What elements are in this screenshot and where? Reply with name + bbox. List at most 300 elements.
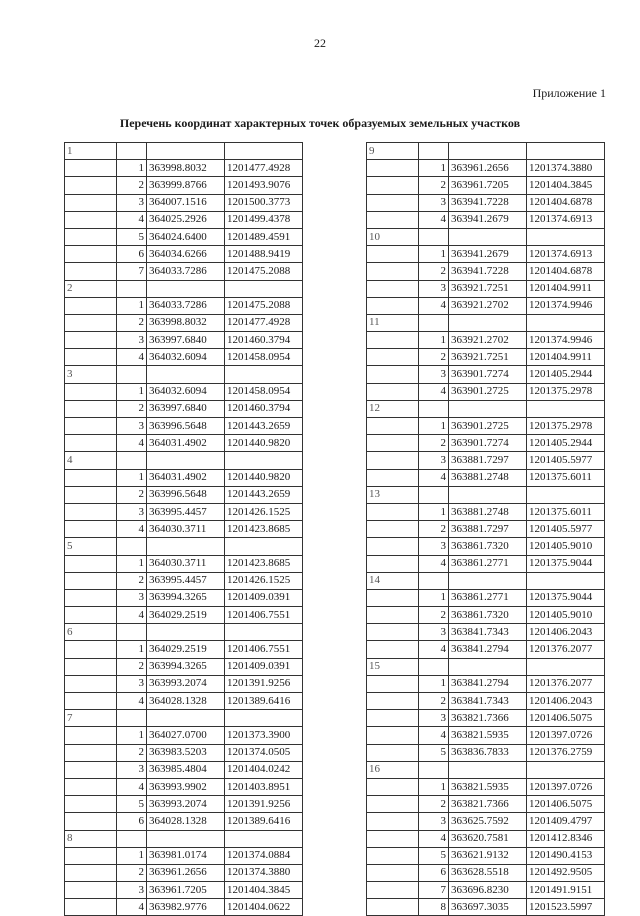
point-number: 4 <box>117 607 147 624</box>
table-row <box>367 246 605 263</box>
coordinate-x: 364033.7286 <box>147 297 225 314</box>
coordinate-y: 1201397.0726 <box>527 778 605 795</box>
table-row <box>367 675 605 692</box>
table-row <box>65 211 303 228</box>
point-number: 3 <box>419 194 449 211</box>
empty-cell <box>65 160 117 177</box>
coordinate-x: 364031.4902 <box>147 435 225 452</box>
empty-cell <box>367 864 419 881</box>
table-row <box>367 297 605 314</box>
empty-cell <box>367 813 419 830</box>
point-number: 4 <box>419 830 449 847</box>
parcel-header-row <box>65 280 303 297</box>
point-number: 4 <box>117 435 147 452</box>
coordinate-x: 364029.2519 <box>147 607 225 624</box>
table-body <box>367 143 605 916</box>
point-number: 4 <box>419 641 449 658</box>
coordinate-y: 1201443.2659 <box>225 418 303 435</box>
coordinate-y: 1201375.9044 <box>527 589 605 606</box>
point-number: 1 <box>419 418 449 435</box>
table-row <box>367 744 605 761</box>
point-number: 1 <box>117 160 147 177</box>
table-row <box>367 503 605 520</box>
point-number: 1 <box>117 847 147 864</box>
point-number: 2 <box>419 607 449 624</box>
empty-cell <box>65 349 117 366</box>
coordinate-y: 1201477.4928 <box>225 160 303 177</box>
empty-cell <box>449 572 527 589</box>
empty-cell <box>367 469 419 486</box>
coordinate-y: 1201406.5075 <box>527 796 605 813</box>
table-row <box>65 246 303 263</box>
empty-cell <box>527 314 605 331</box>
empty-cell <box>65 658 117 675</box>
coordinate-x: 363997.6840 <box>147 400 225 417</box>
table-row <box>65 658 303 675</box>
point-number: 4 <box>419 383 449 400</box>
table-row <box>65 796 303 813</box>
empty-cell <box>449 761 527 778</box>
parcel-header-row <box>65 538 303 555</box>
point-number: 3 <box>117 761 147 778</box>
coordinate-x: 363921.7251 <box>449 280 527 297</box>
table-row <box>65 349 303 366</box>
coordinate-x: 363994.3265 <box>147 658 225 675</box>
coordinate-x: 363625.7592 <box>449 813 527 830</box>
point-number: 1 <box>419 778 449 795</box>
parcel-header-row <box>65 624 303 641</box>
table-row <box>65 486 303 503</box>
table-row <box>65 160 303 177</box>
empty-cell <box>449 400 527 417</box>
empty-cell <box>65 314 117 331</box>
table-row <box>65 675 303 692</box>
coordinate-x: 363821.5935 <box>449 778 527 795</box>
empty-cell <box>225 624 303 641</box>
empty-cell <box>419 400 449 417</box>
appendix-label: Приложение 1 <box>532 86 606 100</box>
empty-cell <box>225 710 303 727</box>
table-row <box>367 435 605 452</box>
empty-cell <box>117 143 147 160</box>
empty-cell <box>367 830 419 847</box>
parcel-number: 15 <box>367 658 419 675</box>
coordinate-y: 1201404.0622 <box>225 899 303 916</box>
coordinate-y: 1201492.9505 <box>527 864 605 881</box>
coordinate-y: 1201376.2077 <box>527 641 605 658</box>
table-row <box>65 899 303 916</box>
coordinate-x: 364007.1516 <box>147 194 225 211</box>
point-number: 2 <box>117 486 147 503</box>
coordinate-x: 363941.2679 <box>449 246 527 263</box>
table-row <box>65 727 303 744</box>
table-row <box>367 177 605 194</box>
empty-cell <box>367 418 419 435</box>
point-number: 2 <box>117 400 147 417</box>
table-row <box>65 555 303 572</box>
point-number: 3 <box>117 503 147 520</box>
parcel-number: 8 <box>65 830 117 847</box>
coordinate-x: 363961.7205 <box>449 177 527 194</box>
point-number: 3 <box>419 813 449 830</box>
coordinate-y: 1201440.9820 <box>225 469 303 486</box>
table-row <box>367 211 605 228</box>
empty-cell <box>65 693 117 710</box>
empty-cell <box>65 383 117 400</box>
coordinate-x: 363697.3035 <box>449 899 527 916</box>
point-number: 2 <box>117 658 147 675</box>
coordinate-x: 363901.2725 <box>449 383 527 400</box>
point-number: 1 <box>117 383 147 400</box>
empty-cell <box>65 246 117 263</box>
empty-cell <box>65 744 117 761</box>
point-number: 7 <box>117 263 147 280</box>
point-number: 4 <box>419 297 449 314</box>
parcel-header-row <box>367 572 605 589</box>
empty-cell <box>65 864 117 881</box>
empty-cell <box>367 624 419 641</box>
coordinate-x: 363941.7228 <box>449 194 527 211</box>
coordinate-y: 1201375.6011 <box>527 469 605 486</box>
parcel-number: 14 <box>367 572 419 589</box>
parcel-number: 7 <box>65 710 117 727</box>
table-row <box>367 882 605 899</box>
coordinate-x: 363999.8766 <box>147 177 225 194</box>
coordinate-y: 1201406.2043 <box>527 624 605 641</box>
table-row <box>367 727 605 744</box>
coordinate-x: 363921.2702 <box>449 297 527 314</box>
coordinate-x: 363621.9132 <box>449 847 527 864</box>
coordinate-x: 363981.0174 <box>147 847 225 864</box>
parcel-number: 3 <box>65 366 117 383</box>
table-row <box>367 538 605 555</box>
coordinate-x: 363901.7274 <box>449 435 527 452</box>
empty-cell <box>225 830 303 847</box>
table-row <box>65 383 303 400</box>
empty-cell <box>65 418 117 435</box>
coordinate-x: 363998.8032 <box>147 160 225 177</box>
coordinate-y: 1201404.6878 <box>527 194 605 211</box>
point-number: 4 <box>117 521 147 538</box>
coordinate-x: 363997.6840 <box>147 332 225 349</box>
empty-cell <box>65 761 117 778</box>
coordinate-y: 1201403.8951 <box>225 778 303 795</box>
table-row <box>65 503 303 520</box>
empty-cell <box>65 778 117 795</box>
coordinate-x: 363841.2794 <box>449 641 527 658</box>
coordinate-y: 1201374.6913 <box>527 211 605 228</box>
coordinate-x: 363998.8032 <box>147 314 225 331</box>
coordinate-x: 363861.2771 <box>449 555 527 572</box>
empty-cell <box>367 297 419 314</box>
parcel-number: 2 <box>65 280 117 297</box>
point-number: 1 <box>419 160 449 177</box>
coordinate-x: 363993.2074 <box>147 796 225 813</box>
point-number: 3 <box>419 452 449 469</box>
table-row <box>367 194 605 211</box>
empty-cell <box>367 641 419 658</box>
empty-cell <box>65 813 117 830</box>
coordinate-x: 363861.7320 <box>449 538 527 555</box>
empty-cell <box>527 143 605 160</box>
coordinate-y: 1201374.3880 <box>225 864 303 881</box>
coordinate-y: 1201412.8346 <box>527 830 605 847</box>
coordinate-y: 1201458.0954 <box>225 383 303 400</box>
table-row <box>367 418 605 435</box>
empty-cell <box>225 143 303 160</box>
parcel-number: 16 <box>367 761 419 778</box>
empty-cell <box>449 314 527 331</box>
point-number: 4 <box>117 899 147 916</box>
empty-cell <box>419 658 449 675</box>
coordinate-y: 1201397.0726 <box>527 727 605 744</box>
empty-cell <box>367 177 419 194</box>
empty-cell <box>367 383 419 400</box>
table-row <box>65 194 303 211</box>
empty-cell <box>367 675 419 692</box>
table-row <box>367 469 605 486</box>
empty-cell <box>147 538 225 555</box>
parcel-header-row <box>367 400 605 417</box>
coordinate-x: 363821.7366 <box>449 796 527 813</box>
point-number: 7 <box>419 882 449 899</box>
coordinate-x: 363961.7205 <box>147 882 225 899</box>
coordinate-y: 1201404.9911 <box>527 280 605 297</box>
table-row <box>65 589 303 606</box>
coordinate-x: 364032.6094 <box>147 349 225 366</box>
coordinate-y: 1201523.5997 <box>527 899 605 916</box>
coordinate-y: 1201373.3900 <box>225 727 303 744</box>
coordinate-y: 1201489.4591 <box>225 228 303 245</box>
empty-cell <box>147 143 225 160</box>
parcel-number: 6 <box>65 624 117 641</box>
coordinate-y: 1201499.4378 <box>225 211 303 228</box>
coordinate-y: 1201475.2088 <box>225 263 303 280</box>
point-number: 6 <box>117 813 147 830</box>
point-number: 1 <box>117 555 147 572</box>
coordinate-x: 364025.2926 <box>147 211 225 228</box>
empty-cell <box>367 211 419 228</box>
coordinate-y: 1201375.9044 <box>527 555 605 572</box>
coordinates-table-right <box>366 142 605 916</box>
coordinate-y: 1201404.3845 <box>225 882 303 899</box>
coordinate-x: 364029.2519 <box>147 641 225 658</box>
empty-cell <box>527 572 605 589</box>
coordinate-y: 1201491.9151 <box>527 882 605 899</box>
point-number: 1 <box>419 589 449 606</box>
empty-cell <box>147 624 225 641</box>
coordinate-y: 1201376.2759 <box>527 744 605 761</box>
point-number: 2 <box>117 864 147 881</box>
empty-cell <box>65 847 117 864</box>
point-number: 1 <box>419 503 449 520</box>
empty-cell <box>419 228 449 245</box>
empty-cell <box>419 486 449 503</box>
coordinate-x: 363995.4457 <box>147 572 225 589</box>
coordinate-x: 363881.2748 <box>449 469 527 486</box>
parcel-number: 11 <box>367 314 419 331</box>
point-number: 5 <box>117 796 147 813</box>
empty-cell <box>419 143 449 160</box>
point-number: 4 <box>419 727 449 744</box>
parcel-header-row <box>367 143 605 160</box>
table-row <box>367 899 605 916</box>
empty-cell <box>419 572 449 589</box>
coordinate-x: 363921.2702 <box>449 332 527 349</box>
table-row <box>367 847 605 864</box>
empty-cell <box>367 246 419 263</box>
coordinate-y: 1201404.0242 <box>225 761 303 778</box>
point-number: 3 <box>419 538 449 555</box>
empty-cell <box>527 228 605 245</box>
coordinate-x: 363996.5648 <box>147 486 225 503</box>
empty-cell <box>117 624 147 641</box>
coordinate-x: 363961.2656 <box>147 864 225 881</box>
table-row <box>367 864 605 881</box>
coordinate-y: 1201404.9911 <box>527 349 605 366</box>
empty-cell <box>117 710 147 727</box>
empty-cell <box>65 194 117 211</box>
point-number: 2 <box>419 435 449 452</box>
table-row <box>367 160 605 177</box>
table-row <box>65 400 303 417</box>
empty-cell <box>65 400 117 417</box>
empty-cell <box>367 349 419 366</box>
coordinate-y: 1201409.4797 <box>527 813 605 830</box>
coordinate-x: 363993.2074 <box>147 675 225 692</box>
coordinate-y: 1201409.0391 <box>225 658 303 675</box>
parcel-header-row <box>65 452 303 469</box>
coordinate-x: 364028.1328 <box>147 813 225 830</box>
empty-cell <box>367 607 419 624</box>
coordinate-y: 1201375.6011 <box>527 503 605 520</box>
coordinate-x: 363841.7343 <box>449 693 527 710</box>
empty-cell <box>65 796 117 813</box>
coordinate-y: 1201405.9010 <box>527 607 605 624</box>
table-row <box>65 847 303 864</box>
point-number: 2 <box>117 314 147 331</box>
point-number: 3 <box>117 675 147 692</box>
point-number: 3 <box>419 710 449 727</box>
table-row <box>367 263 605 280</box>
empty-cell <box>367 452 419 469</box>
table-row <box>65 813 303 830</box>
empty-cell <box>65 555 117 572</box>
parcel-header-row <box>65 710 303 727</box>
empty-cell <box>367 847 419 864</box>
empty-cell <box>147 452 225 469</box>
coordinate-y: 1201426.1525 <box>225 503 303 520</box>
empty-cell <box>367 796 419 813</box>
empty-cell <box>449 658 527 675</box>
coordinates-table-left <box>64 142 303 916</box>
coordinate-x: 363881.7297 <box>449 452 527 469</box>
coordinate-y: 1201440.9820 <box>225 435 303 452</box>
empty-cell <box>65 589 117 606</box>
parcel-number: 13 <box>367 486 419 503</box>
empty-cell <box>367 332 419 349</box>
table-row <box>367 366 605 383</box>
coordinate-x: 363821.7366 <box>449 710 527 727</box>
empty-cell <box>419 761 449 778</box>
empty-cell <box>367 194 419 211</box>
coordinate-x: 363901.7274 <box>449 366 527 383</box>
parcel-header-row <box>367 658 605 675</box>
empty-cell <box>367 744 419 761</box>
table-row <box>367 710 605 727</box>
coordinate-y: 1201460.3794 <box>225 400 303 417</box>
point-number: 3 <box>419 366 449 383</box>
parcel-header-row <box>65 143 303 160</box>
coordinate-y: 1201391.9256 <box>225 796 303 813</box>
coordinate-x: 363901.2725 <box>449 418 527 435</box>
empty-cell <box>225 452 303 469</box>
table-row <box>65 607 303 624</box>
point-number: 3 <box>117 332 147 349</box>
parcel-header-row <box>367 761 605 778</box>
table-row <box>367 332 605 349</box>
empty-cell <box>65 899 117 916</box>
empty-cell <box>225 280 303 297</box>
point-number: 1 <box>117 297 147 314</box>
coordinate-x: 364030.3711 <box>147 555 225 572</box>
empty-cell <box>527 486 605 503</box>
point-number: 2 <box>419 521 449 538</box>
empty-cell <box>147 830 225 847</box>
point-number: 1 <box>419 332 449 349</box>
empty-cell <box>449 143 527 160</box>
point-number: 4 <box>419 469 449 486</box>
empty-cell <box>65 641 117 658</box>
point-number: 6 <box>117 246 147 263</box>
empty-cell <box>65 263 117 280</box>
coordinate-x: 363982.9776 <box>147 899 225 916</box>
parcel-header-row <box>367 314 605 331</box>
coordinate-y: 1201458.0954 <box>225 349 303 366</box>
empty-cell <box>367 710 419 727</box>
coordinate-x: 363861.7320 <box>449 607 527 624</box>
parcel-number: 12 <box>367 400 419 417</box>
table-row <box>65 469 303 486</box>
empty-cell <box>367 882 419 899</box>
empty-cell <box>117 538 147 555</box>
point-number: 3 <box>419 624 449 641</box>
empty-cell <box>65 332 117 349</box>
empty-cell <box>65 572 117 589</box>
point-number: 1 <box>117 469 147 486</box>
coordinate-x: 363993.9902 <box>147 778 225 795</box>
empty-cell <box>527 761 605 778</box>
document-title: Перечень координат характерных точек образуемых земельных участков <box>119 116 521 130</box>
coordinate-y: 1201405.5977 <box>527 521 605 538</box>
coordinate-x: 364034.6266 <box>147 246 225 263</box>
empty-cell <box>147 366 225 383</box>
coordinate-y: 1201488.9419 <box>225 246 303 263</box>
point-number: 1 <box>419 246 449 263</box>
point-number: 3 <box>117 418 147 435</box>
coordinate-x: 363841.2794 <box>449 675 527 692</box>
coordinate-x: 363620.7581 <box>449 830 527 847</box>
coordinate-x: 363941.7228 <box>449 263 527 280</box>
empty-cell <box>367 778 419 795</box>
empty-cell <box>117 830 147 847</box>
empty-cell <box>65 727 117 744</box>
table-body <box>65 143 303 916</box>
table-row <box>367 607 605 624</box>
point-number: 1 <box>117 641 147 658</box>
coordinate-y: 1201443.2659 <box>225 486 303 503</box>
empty-cell <box>367 366 419 383</box>
